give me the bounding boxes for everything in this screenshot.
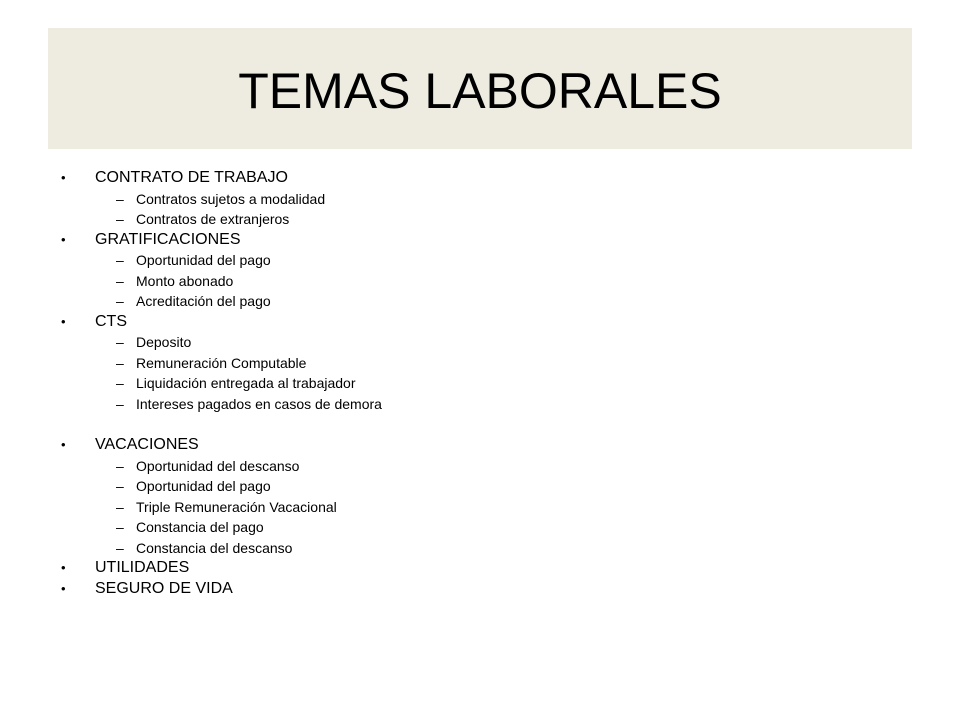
- bullet-list: [58, 168, 898, 599]
- bullet-item-seguro-de-vida: [58, 579, 898, 600]
- sub-item: [58, 394, 898, 415]
- sub-item-label: Monto abonado: [136, 272, 234, 289]
- bullet-item-gratificaciones: [58, 230, 898, 251]
- dash-icon: –: [116, 252, 124, 268]
- sub-item-label: Oportunidad del pago: [136, 478, 271, 494]
- sub-item: [58, 189, 898, 210]
- bullet-label: SEGURO DE VIDA: [95, 579, 233, 597]
- bullet-label: GRATIFICACIONES: [95, 230, 241, 248]
- sub-item-label: Remuneración Computable: [136, 354, 307, 371]
- sub-item: [58, 497, 898, 518]
- dash-icon: –: [116, 375, 124, 391]
- sub-item-label: Oportunidad del pago: [136, 252, 271, 268]
- sub-item-label: Constancia del pago: [136, 519, 264, 535]
- sub-item-label: Intereses pagados en casos de demora: [136, 395, 382, 412]
- spacer: [58, 414, 898, 435]
- bullet-item-contrato-de-trabajo: [58, 168, 898, 189]
- sub-item: [58, 476, 898, 497]
- bullet-icon: •: [61, 231, 66, 247]
- sub-item-label: Triple Remuneración Vacacional: [136, 498, 337, 515]
- dash-icon: –: [116, 334, 124, 350]
- dash-icon: –: [116, 211, 124, 227]
- dash-icon: –: [116, 293, 124, 309]
- bullet-icon: •: [61, 437, 66, 452]
- dash-icon: –: [116, 190, 124, 207]
- sub-item: [58, 373, 898, 394]
- sub-item-label: Oportunidad del descanso: [136, 457, 300, 474]
- sub-item-label: Constancia del descanso: [136, 539, 293, 556]
- sub-item-label: Liquidación entregada al trabajador: [136, 375, 356, 391]
- sub-item-label: Acreditación del pago: [136, 293, 271, 309]
- bullet-item-vacaciones: [58, 435, 898, 456]
- sub-item: [58, 250, 898, 271]
- bullet-item-utilidades: [58, 558, 898, 579]
- slide-title: TEMAS LABORALES: [238, 62, 722, 119]
- sub-item: [58, 517, 898, 538]
- dash-icon: –: [116, 498, 124, 515]
- sub-item-label: Contratos sujetos a modalidad: [136, 190, 326, 207]
- bullet-label: UTILIDADES: [95, 559, 190, 576]
- bullet-icon: •: [61, 580, 66, 596]
- dash-icon: –: [116, 354, 124, 371]
- bullet-icon: •: [61, 313, 66, 329]
- sub-item-label: Deposito: [136, 334, 192, 350]
- sub-item: [58, 209, 898, 230]
- sub-item: [58, 291, 898, 312]
- sub-item: [58, 456, 898, 477]
- sub-item: [58, 271, 898, 292]
- dash-icon: –: [116, 478, 124, 494]
- bullet-label: CTS: [95, 312, 127, 330]
- title-band: [48, 28, 912, 149]
- sub-item-label: Contratos de extranjeros: [136, 211, 290, 227]
- dash-icon: –: [116, 272, 124, 289]
- sub-item: [58, 538, 898, 559]
- sub-item: [58, 332, 898, 353]
- bullet-icon: •: [61, 560, 66, 575]
- bullet-label: CONTRATO DE TRABAJO: [95, 169, 288, 186]
- dash-icon: –: [116, 519, 124, 535]
- bullet-icon: •: [61, 170, 66, 185]
- bullet-label: VACACIONES: [95, 436, 199, 453]
- sub-item: [58, 353, 898, 374]
- bullet-item-cts: [58, 312, 898, 333]
- dash-icon: –: [116, 539, 124, 556]
- dash-icon: –: [116, 395, 124, 412]
- dash-icon: –: [116, 457, 124, 474]
